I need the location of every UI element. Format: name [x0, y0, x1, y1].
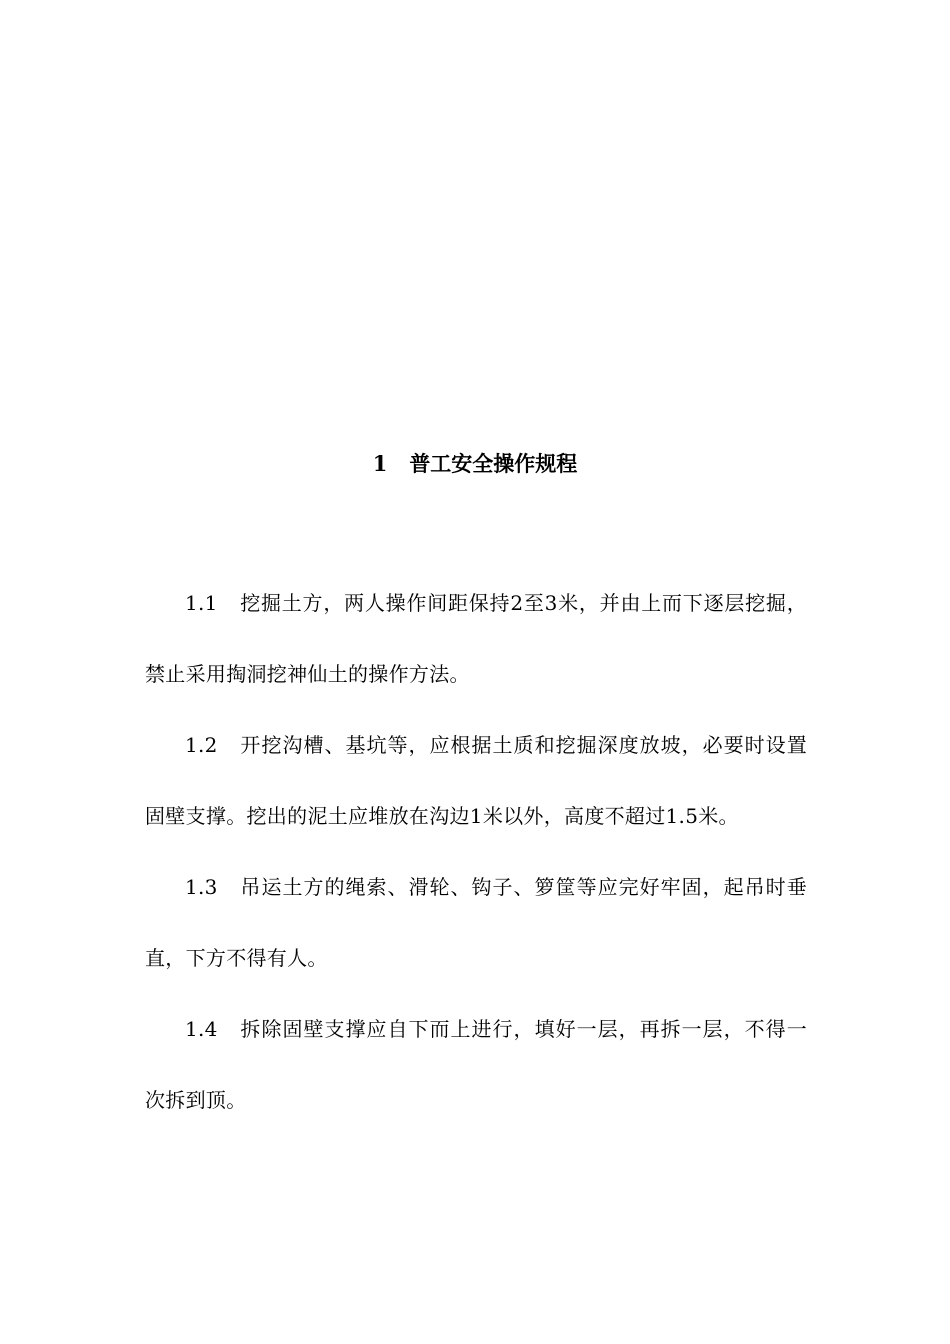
paragraph-text: 吊运土方的绳索、滑轮、钩子、箩筐等应完好牢固，起吊时垂直，下方不得有人。 [145, 875, 807, 970]
paragraph-text: 拆除固壁支撑应自下而上进行，填好一层，再拆一层，不得一次拆到顶。 [145, 1017, 807, 1112]
paragraph-1-1 [145, 568, 807, 710]
paragraph-number: 1.1 [185, 591, 218, 615]
section-heading [0, 448, 950, 480]
paragraph-text: 挖掘土方，两人操作间距保持2至3米，并由上而下逐层挖掘，禁止采用掏洞挖神仙土的操作方法。 [145, 591, 807, 686]
paragraph-text: 开挖沟槽、基坑等，应根据土质和挖掘深度放坡，必要时设置固壁支撑。挖出的泥土应堆放在沟边1米以外，高度不超过1.5米。 [145, 733, 807, 828]
section-number: 1 [372, 451, 388, 476]
paragraph-number: 1.2 [185, 733, 218, 757]
paragraph-1-2 [145, 710, 807, 852]
section-title: 普工安全操作规程 [409, 451, 578, 476]
paragraph-1-4 [145, 994, 807, 1136]
paragraph-number: 1.4 [185, 1017, 218, 1041]
document-body [145, 568, 807, 1136]
paragraph-1-3 [145, 852, 807, 994]
paragraph-number: 1.3 [185, 875, 218, 899]
